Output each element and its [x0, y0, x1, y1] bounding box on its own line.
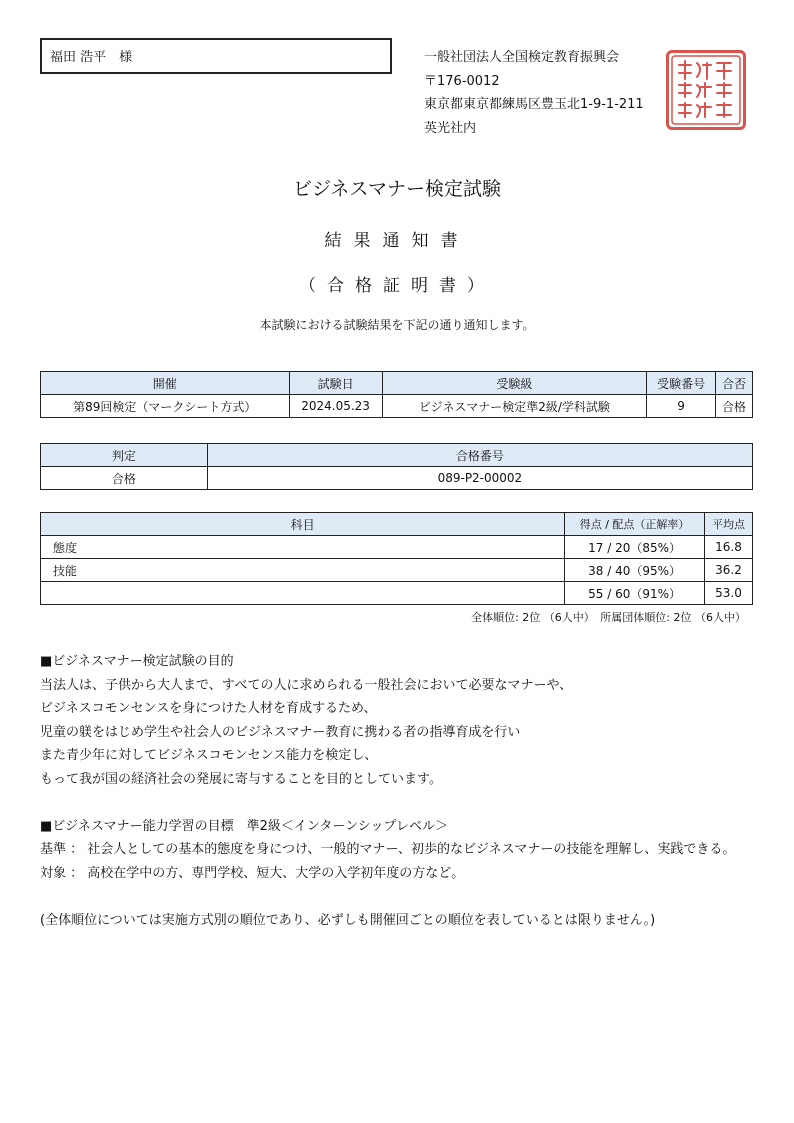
table-row: [41, 582, 753, 605]
exam-grade-value: ビジネスマナー検定準2級/学科試験: [382, 395, 647, 418]
header-pass-fail: 合否: [716, 372, 753, 395]
sender-postal: 〒176-0012: [424, 73, 500, 89]
header-average: 平均点: [705, 513, 753, 536]
exam-info-table: [40, 371, 753, 418]
pass-fail-value: 合格: [716, 395, 753, 418]
result-table: [40, 443, 753, 490]
goal-target: 対象 ： 高校在学中の方、専門学校、短大、大学の入学初年度の方など。: [40, 865, 465, 881]
header-exam-grade: 受験級: [382, 372, 647, 395]
score-cell: 38 / 40（95%）: [565, 559, 705, 582]
ranking-text: 全体順位: 2位 （6人中） 所属団体順位: 2位 （6人中）: [471, 611, 746, 624]
header-subject: 科目: [41, 513, 565, 536]
purpose-line: もって我が国の経済社会の発展に寄与することを目的としています。: [40, 771, 442, 787]
table-header-row: [41, 372, 753, 395]
table-row: [41, 559, 753, 582]
judgment-value: 合格: [41, 467, 208, 490]
table-row: [41, 536, 753, 559]
average-cell: 16.8: [705, 536, 753, 559]
footnote: (全体順位については実施方式別の順位であり、必ずしも開催回ごとの順位を表しているとは限りません。): [40, 912, 656, 928]
purpose-line: また青少年に対してビジネスコモンセンス能力を検定し、: [40, 748, 378, 763]
sender-block: [424, 46, 644, 140]
average-cell: 53.0: [705, 582, 753, 605]
table-row: [41, 467, 753, 490]
purpose-heading: ■ビジネスマナー検定試験の目的: [40, 654, 234, 669]
score-table: [40, 512, 753, 605]
purpose-line: 当法人は、子供から大人まで、すべての人に求められる一般社会において必要なマナーや、: [40, 677, 573, 693]
header-exam-number: 受験番号: [647, 372, 716, 395]
certificate-title: （合格証明書）: [299, 276, 495, 296]
average-cell: 36.2: [705, 559, 753, 582]
sender-address: 東京都東京都練馬区豊玉北1-9-1-211: [424, 97, 644, 112]
goal-criteria: 基準 ： 社会人としての基本的態度を身につけ、一般的マナー、初歩的なビジネスマナーの技能を理解し、実践できる。: [40, 842, 736, 857]
header-exam-date: 試験日: [289, 372, 382, 395]
header-pass-number: 合格番号: [207, 444, 752, 467]
header-session: 開催: [41, 372, 290, 395]
notice-title: 結果通知書: [324, 231, 470, 251]
official-seal-icon: [666, 50, 746, 130]
subject-cell: 技能: [41, 559, 565, 582]
score-cell: 17 / 20（85%）: [565, 536, 705, 559]
subject-cell: [41, 582, 565, 605]
table-header-row: [41, 513, 753, 536]
purpose-line: 児童の躾をはじめ学生や社会人のビジネスマナー教育に携わる者の指導育成を行い: [40, 724, 521, 740]
goal-heading: ■ビジネスマナー能力学習の目標 準2級＜インターンシップレベル＞: [40, 818, 449, 834]
exam-title: ビジネスマナー検定試験: [292, 178, 502, 200]
intro-text: 本試験における試験結果を下記の通り通知します。: [259, 318, 535, 332]
exam-date-value: 2024.05.23: [289, 395, 382, 418]
subject-cell: 態度: [41, 536, 565, 559]
table-header-row: [41, 444, 753, 467]
table-row: [41, 395, 753, 418]
purpose-line: ビジネスコモンセンスを身につけた人材を育成するため、: [40, 701, 377, 716]
sender-org: 一般社団法人全国検定教育振興会: [424, 50, 620, 65]
session-value: 第89回検定（マークシート方式）: [41, 395, 290, 418]
exam-number-value: 9: [647, 395, 716, 418]
header-score: 得点 / 配点（正解率）: [565, 513, 705, 536]
sender-building: 英光社内: [424, 120, 477, 136]
recipient-name: 福田 浩平 様: [40, 38, 392, 74]
body-text: [40, 650, 752, 932]
score-cell: 55 / 60（91%）: [565, 582, 705, 605]
pass-number-value: 089-P2-00002: [207, 467, 752, 490]
header-judgment: 判定: [41, 444, 208, 467]
